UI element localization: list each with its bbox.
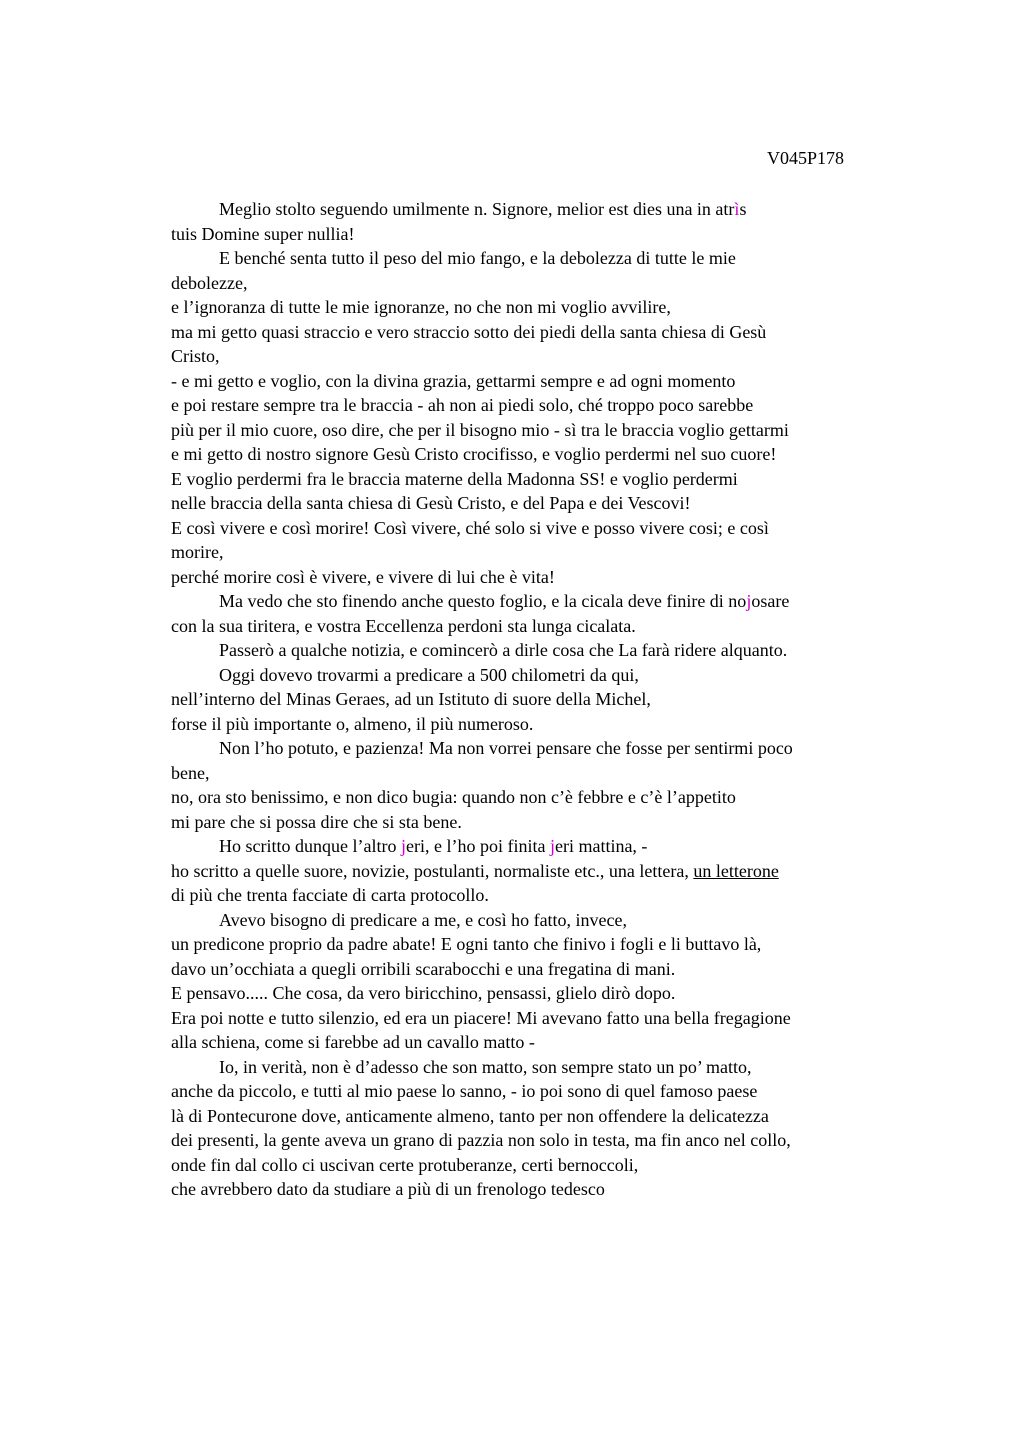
underlined-phrase: un letterone: [693, 860, 779, 881]
highlighted-correction: j: [400, 836, 406, 856]
text-line: [171, 883, 891, 908]
text-run: dei presenti, la gente aveva un grano di pazzia non solo in testa, ma fin anco nel collo,: [171, 1130, 791, 1150]
text-line: [171, 393, 891, 418]
paragraph-start-line: [171, 197, 891, 222]
text-line: [171, 810, 891, 835]
text-line: [171, 957, 891, 982]
paragraph-start-line: [171, 736, 891, 761]
text-line: [171, 1079, 891, 1104]
text-line: [171, 1128, 891, 1153]
paragraph-start-line: [171, 908, 891, 933]
text-line: [171, 222, 891, 247]
text-line: [171, 442, 891, 467]
text-line: [171, 540, 891, 565]
text-run: forse il più importante o, almeno, il più numeroso.: [171, 713, 534, 734]
text-line: [171, 320, 891, 345]
letter-body: [171, 197, 891, 1202]
text-run: ho scritto a quelle suore, novizie, postulanti, normaliste etc., una lettera,: [171, 860, 694, 881]
text-run: Avevo bisogno di predicare a me, e così ho fatto, invece,: [219, 909, 628, 930]
text-run: che avrebbero dato da studiare a più di un frenologo tedesco: [171, 1179, 605, 1199]
text-line: [171, 344, 891, 369]
text-line: [171, 981, 891, 1006]
text-run: bene,: [171, 762, 210, 783]
text-line: [171, 467, 891, 492]
text-line: [171, 295, 891, 320]
text-run: debolezze,: [171, 272, 248, 293]
paragraph-start-line: [171, 834, 891, 859]
text-run: là di Pontecurone dove, anticamente almeno, tanto per non offendere la delicatezza: [171, 1105, 769, 1126]
text-run: Ma vedo che sto finendo anche questo foglio, e la cicala deve finire di no: [219, 591, 747, 611]
text-run: e poi restare sempre tra le braccia - ah non ai piedi solo, ché troppo poco sarebbe: [171, 395, 754, 415]
text-run: con la sua tiritera, e vostra Eccellenza perdoni sta lunga cicalata.: [171, 615, 636, 636]
text-run: più per il mio cuore, oso dire, che per il bisogno mio - sì tra le braccia voglio gettarmi: [171, 419, 789, 440]
text-run: s: [739, 199, 747, 219]
text-run: Cristo,: [171, 346, 220, 366]
highlighted-correction: ì: [734, 199, 740, 219]
page-identifier: V045P178: [766, 148, 844, 168]
text-run: - e mi getto e voglio, con la divina grazia, gettarmi sempre e ad ogni momento: [171, 370, 736, 391]
paragraph-start-line: [171, 663, 891, 688]
text-line: [171, 565, 891, 590]
text-run: Meglio stolto seguendo umilmente n. Signore, melior est dies una in atr: [219, 199, 735, 219]
text-line: [171, 1104, 891, 1129]
text-line: [171, 785, 891, 810]
text-line: [171, 491, 891, 516]
text-run: davo un’occhiata a quegli orribili scarabocchi e una fregatina di mani.: [171, 958, 676, 979]
text-run: perché morire così è vivere, e vivere di lui che è vita!: [171, 566, 555, 587]
text-run: Ho scritto dunque l’altro: [219, 836, 401, 856]
text-run: no, ora sto benissimo, e non dico bugia: quando non c’è febbre e c’è l’appetito: [171, 787, 736, 807]
text-run: Io, in verità, non è d’adesso che son matto, son sempre stato un po’ matto,: [219, 1056, 752, 1077]
text-run: Oggi dovevo trovarmi a predicare a 500 chilometri da qui,: [219, 664, 639, 685]
text-run: Non l’ho potuto, e pazienza! Ma non vorrei pensare che fosse per sentirmi poco: [219, 738, 793, 758]
text-run: un predicone proprio da padre abate! E ogni tanto che finivo i fogli e li buttavo là,: [171, 934, 762, 954]
text-run: E così vivere e così morire! Così vivere, ché solo si vive e posso vivere cosi; e così: [171, 517, 769, 538]
text-run: nelle braccia della santa chiesa di Gesù Cristo, e del Papa e dei Vescovi!: [171, 493, 691, 513]
text-line: [171, 271, 891, 296]
text-line: [171, 859, 891, 884]
text-run: ma mi getto quasi straccio e vero straccio sotto dei piedi della santa chiesa di Gesù: [171, 321, 767, 342]
text-line: [171, 1177, 891, 1202]
text-line: [171, 418, 891, 443]
paragraph-start-line: [171, 638, 891, 663]
text-run: onde fin dal collo ci uscivan certe protuberanze, certi bernoccoli,: [171, 1154, 639, 1175]
text-run: alla schiena, come si farebbe ad un cavallo matto -: [171, 1032, 535, 1052]
text-run: tuis Domine super nullia!: [171, 223, 355, 244]
text-line: [171, 614, 891, 639]
text-run: e mi getto di nostro signore Gesù Cristo crocifisso, e voglio perdermi nel suo cuore!: [171, 444, 777, 464]
text-line: [171, 516, 891, 541]
paragraph-start-line: [171, 246, 891, 271]
paragraph-start-line: [171, 589, 891, 614]
text-run: e l’ignoranza di tutte le mie ignoranze, no che non mi voglio avvilire,: [171, 297, 671, 317]
text-run: di più che trenta facciate di carta protocollo.: [171, 885, 489, 905]
text-run: eri, e l’ho poi finita: [405, 836, 550, 856]
paragraph-start-line: [171, 1055, 891, 1080]
text-run: eri mattina, -: [554, 836, 648, 856]
text-line: [171, 687, 891, 712]
text-run: Passerò a qualche notizia, e comincerò a dirle cosa che La farà ridere alquanto.: [219, 640, 788, 660]
text-run: E benché senta tutto il peso del mio fango, e la debolezza di tutte le mie: [219, 248, 736, 268]
text-run: osare: [751, 591, 790, 611]
text-run: morire,: [171, 542, 224, 562]
text-line: [171, 1006, 891, 1031]
text-line: [171, 369, 891, 394]
text-run: anche da piccolo, e tutti al mio paese lo sanno, - io poi sono di quel famoso paese: [171, 1081, 758, 1101]
text-line: [171, 1153, 891, 1178]
text-run: E pensavo..... Che cosa, da vero biricchino, pensassi, glielo dirò dopo.: [171, 983, 676, 1003]
highlighted-correction: j: [549, 836, 555, 856]
highlighted-correction: j: [746, 591, 752, 611]
text-run: E voglio perdermi fra le braccia materne della Madonna SS! e voglio perdermi: [171, 468, 738, 489]
text-line: [171, 761, 891, 786]
text-line: [171, 712, 891, 737]
text-run: Era poi notte e tutto silenzio, ed era un piacere! Mi avevano fatto una bella fregagione: [171, 1007, 791, 1028]
text-run: nell’interno del Minas Geraes, ad un Istituto di suore della Michel,: [171, 689, 651, 709]
text-line: [171, 1030, 891, 1055]
text-run: mi pare che si possa dire che si sta bene.: [171, 811, 462, 832]
text-line: [171, 932, 891, 957]
